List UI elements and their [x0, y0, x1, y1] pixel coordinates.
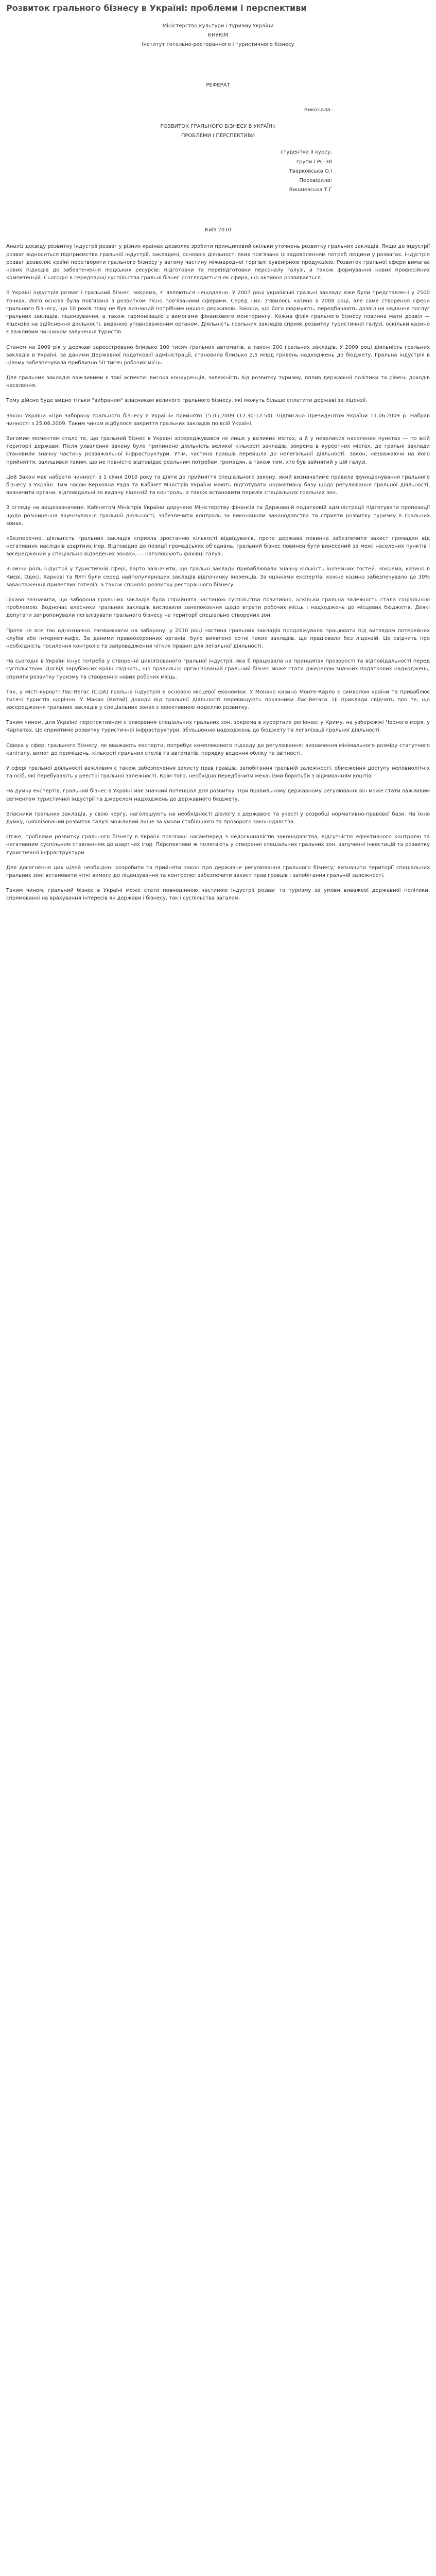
executed-label: Виконала:	[304, 107, 332, 113]
ministry-line: Міністерство культури і туризму України	[162, 23, 274, 29]
page	[0, 0, 436, 914]
paragraph: На сьогодні в Україні існує потреба у створенні цивілізованого гральної індустрії, яка б працювала на принципах прозорості та відповідальності перед суспільством. Досвід зарубіжних країн свідчить, що правильно організований гральний бізнес може стати джерелом значних податкових надходжень, сприяти розвитку туризму та створенню нових робочих місць.	[6, 658, 430, 680]
paragraph: Сфера у сфері грального бізнесу, як вважають експерти, потребує комплексного підходу до регулювання: визначення мінімального розміру статутного капіталу, вимог до приміщень, кількості гральних столів та автоматів, порядку ведення обліку та звітності.	[6, 742, 430, 756]
paragraph: Проте не все так однозначно. Незважаючи на заборону, у 2010 році частина гральних закладів продовжувала працювати під виглядом лотерейних клубів або інтернет-кафе. За даними правоохоронних органів, було виявлено сотні таких закладів, що працювали без ліцензій. Це свідчить про необхідність посилення контролю та запровадження чітких правил для легальної діяльності.	[6, 628, 430, 649]
paragraph: Цей Закон має набрати чинності з 1 січня 2010 року та діяти до прийняття спеціального закону, який визначатиме правила функціонування грального бізнесу в Україні. Тим часом Верховна Рада та Кабінет Міністрів України мають підготувати нормативну базу щодо регулювання гральної діяльності, визначити органи, відповідальні за видачу ліцензій та контроль, а також встановити перелік спеціальних гральних зон.	[6, 474, 430, 496]
paragraph: «Безперечно, діяльність гральних закладів сприяла зростанню кількості відвідувачів, проте держава повинна забезпечити захист громадян від негативних наслідків азартних ігор. Відповідно до позиції громадських об'єднань, гральний бізнес повинен бути винесений за межі населених пунктів і зосереджений у спеціально відведених зонах», — наголошують фахівці галузі.	[6, 535, 430, 557]
paragraph: Отже, проблеми розвитку грального бізнесу в Україні пов'язані насамперед з недосконалістю законодавства, відсутністю ефективного контролю та негативним суспільним ставленням до азартних ігор. Перспективи ж полягають у створенні спеціальних гральних зон, залученні інвестицій та розвитку туристичної інфраструктури.	[6, 834, 430, 856]
paragraph: Так, у місті-курорті Лас-Вегас (США) гральна індустрія є основою місцевої економіки. У Монако казино Монте-Карло є символом країни та приваблює тисячі туристів щорічно. У Макао (Китай) доходи від гральної діяльності перевищують показники Лас-Вегаса. Ці приклади свідчать про те, що зосередження гральних закладів у спеціальних зонах є ефективною моделлю розвитку.	[6, 689, 430, 711]
paragraph: Знаючи роль індустрії у туристичній сфері, варто зазначити, що гральні заклади приваблювали значну кількість іноземних гостей. Зокрема, казино в Києві, Одесі, Харкові та Ялті були серед найпопулярніших закладів відпочинку іноземців. За оцінками експертів, кожне казино забезпечувало до 30% завантаження прилеглих готелів, а також сприяло розвитку ресторанного бізнесу.	[6, 566, 430, 588]
paragraph: Цікаво зазначити, що заборона гральних закладів була сприйнята частиною суспільства позитивно, оскільки гральна залежність стала соціальною проблемою. Водночас власники гральних закладів висловили занепокоєння щодо втрати робочих місць і надходжень до місцевих бюджетів. Деякі депутати запропонували легалізувати грального бізнесу на території спеціально створених зон.	[6, 597, 430, 619]
paragraph: Вагомим моментом стало те, що гральний бізнес в Україні зосереджувався не лише у великих містах, а й у невеликих населених пунктах — по всій території держави. Після ухвалення закону було припинено діяльність великої кількості закладів, зокрема в курортних містах, де гральні заклади становили значну частину розважальної інфраструктури. Утім, частина гравців перейшла до нелегальної діяльності. Закон, незважаючи на його прийняття, залишився таким, що не повністю відповідає реальним потребам громадян, а також тим, хто був зайнятий у цій галузі.	[6, 436, 430, 465]
topic-line-1: РОЗВИТОК ГРАЛЬНОГО БІЗНЕСУ В УКРАЇНІ:	[160, 123, 276, 129]
teacher-name: Вишневська Т.Г	[289, 187, 332, 193]
student-name: Тварковська О.І	[289, 168, 332, 174]
paragraph: Власники гральних закладів, у свою чергу, наголошують на необхідності діалогу з державою та участі у розробці нормативно-правової бази. На їхню думку, цивілізований розвиток галузі можливий лише за умови стабільного та прозорого законодавства.	[6, 811, 430, 825]
page-title: Розвиток грального бізнесу в Україні: проблеми і перспективи	[6, 3, 307, 13]
paragraph: Тому дійсно буде видно тільки "вибраним" власникам великого грального бізнесу, які можуть більше сплатити державі за ліцензії.	[6, 398, 368, 404]
checked-label: Перевірила:	[299, 177, 332, 183]
paragraph: Станом на 2009 рік у державі зареєстровано близько 100 тисяч гральних автоматів, а також 200 гральних закладів. У 2009 році діяльність гральних закладів в Україні, за даними Державної податкової адміністрації, становила близько 2,5 млрд гривень надходжень до бюджету. Гральна індустрія в цілому забезпечувала приблизно 50 тисяч робочих місць.	[6, 344, 430, 366]
genre-line: РЕФЕРАТ	[206, 82, 230, 88]
body-paragraphs	[6, 243, 430, 902]
paragraph: Таким чином, гральний бізнес в Україні може стати повноцінною частиною індустрії розваг та туризму за умови виважеої державної політики, спрямованої на врахування інтересів як держави і бізнесу, так і суспільства загалом.	[6, 888, 430, 902]
university-line: КНУКіМ	[207, 32, 229, 39]
paragraph: Закон України «Про заборону грального бізнесу в Україні» прийнято 15.05.2009 (12.30-12:54). Підписано Президентом України 11.06.2009 р. Набрав чинності з 25.06.2009. Таким чином відбулося закриття гральних закладів по всій Україні.	[6, 413, 430, 427]
paragraph: На думку експертів, гральний бізнес в Україні має значний потенціал для розвитку. При правильному державному регулюванні він може стати важливим сегментом туристичної індустрії та джерелом надходжень до державного бюджету.	[6, 788, 430, 802]
document-body	[6, 22, 430, 902]
paragraph: Для гральних закладів важливими є такі аспекти: висока конкуренція, залежність від розвитку туризму, вплив державної політики та рівень доходів населення.	[6, 375, 430, 389]
city-year: Київ 2010	[205, 227, 231, 233]
paragraph: З огляду на вищезазначене, Кабінетом Міністрів України доручено Міністерству фінансів та Державній податковій адміністрації підготувати пропозиції щодо розширення ліцензування гральної діяльності, забезпечити контроль за виконанням законодавства та сприяти розвитку туризму в гральних зонах.	[6, 505, 430, 527]
student-line: студентка ІІ курсу,	[281, 149, 332, 156]
topic-line-2: ПРОБЛЕМИ І ПЕРСПЕКТИВИ	[181, 133, 255, 139]
paragraph: В Україні індустрія розваг і гральний бізнес, зокрема, з' являються нещодавно. У 2007 році українські гральні заклади вже були представлені у 2500 точках. Його основа була пов'язана з розвитком тісно пов'язаними сферами. Серед них: з'явилось казино в 2008 році, але саме створення сфери грального бізнесу, що 10 років тому не був визнаний потрібним нашою державою. Закони, що його формують, передбачають дозвіл на надання послуг гральних закладів, ліцензування, а також гармонізацію з вимогами фінансового моніторингу. Кожна філія грального бізнесу повинна мати дозвіл — ліцензію на здійснення діяльності, виданою уповноваженим органом. Діяльність гральних закладів сприяє розвитку туристичної галузі, оскільки казино є важливим чинником залучення туристів.	[6, 290, 430, 335]
group-line: групи ГРС-38	[296, 159, 332, 165]
paragraph: У сфері гральної діяльності важливим є також забезпечення захисту прав гравців, запобігання гральній залежності, обмеження доступу неповнолітніх та осіб, які перебувають у реєстрі гральної залежності. Крім того, необхідно передбачити механізми боротьби з відмиванням коштів.	[6, 766, 430, 779]
paragraph: Таким чином, для України перспективним є створення спеціальних гральних зон, зокрема в курортних регіонах: у Криму, на узбережжі Чорного моря, у Карпатах. Це сприятиме розвитку туристичної інфраструктури, збільшенню надходжень до бюджету та легалізації гральної діяльності.	[6, 720, 430, 734]
institute-line: Інститут готельно-ресторанного і туристичного бізнесу	[142, 42, 294, 48]
paragraph: Для досягнення цих цілей необхідно: розробити та прийняти закон про державне регулювання грального бізнесу; визначити території спеціальних гральних зон; встановити чіткі вимоги до ліцензування та контролю; забезпечити захист прав гравців і запобігання гральній залежності.	[6, 865, 430, 878]
paragraph: Аналіз досвіду розвитку індустрії розваг у різних країнах дозволяє зробити принциповий скільки уточнень розвитку гральних закладів. Якщо до індустрії розваг відноситься підприємства гральної індустрії, закладені, основою діяльності яких пов'язано із задоволенням потреб людини у розвагах. Індустрія розваг дозволяє країні перетворити грального бізнесу у вагому частину міжнародної торгівлі сувенірною продукцією. Розвиток гральної сфери вимагає нових підходів до забезпечення людських ресурсів: підготовки та перепідготовки персоналу галузі, а також формування нових професійних компетенцій. Сьогодні в середовищі суспільства гральні бізнес розглядається як сфера, що активно розвивається.	[6, 244, 430, 281]
